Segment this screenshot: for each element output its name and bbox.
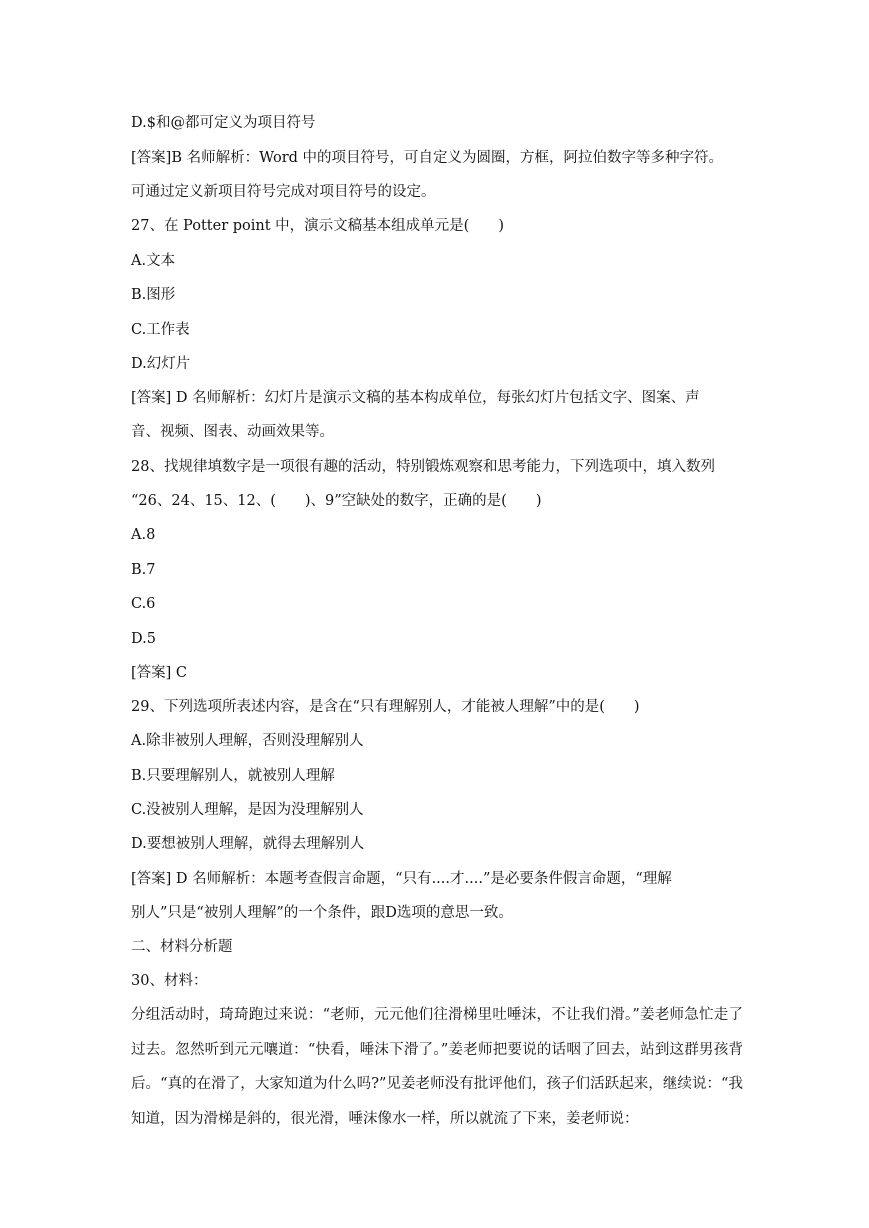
question-29: 29、下列选项所表述内容，是含在“只有理解别人，才能被人理解”中的是( ) bbox=[131, 699, 640, 715]
option-c-q29: C.没被别人理解，是因为没理解别人 bbox=[131, 802, 364, 818]
option-b-q28: B.7 bbox=[131, 562, 156, 578]
question-30-label: 30、材料： bbox=[131, 973, 208, 989]
option-a-q29: A.除非被别人理解，否则没理解别人 bbox=[131, 733, 364, 749]
question-27: 27、在 Potter point 中，演示文稿基本组成单元是( ) bbox=[131, 218, 504, 234]
option-d-q28: D.5 bbox=[131, 631, 156, 647]
option-b-q29: B.只要理解别人，就被别人理解 bbox=[131, 768, 335, 784]
answer-q26-line2: 可通过定义新项目符号完成对项目符号的设定。 bbox=[131, 184, 436, 200]
answer-q29-line1: [答案] D 名师解析：本题考查假言命题，“只有....才....”是必要条件假言命题，“理解 bbox=[131, 871, 672, 887]
answer-q28: [答案] C bbox=[131, 665, 188, 681]
question-28-line1: 28、找规律填数字是一项很有趣的活动，特别锻炼观察和思考能力，下列选项中，填入数列 bbox=[131, 459, 715, 475]
section-heading: 二、材料分析题 bbox=[131, 939, 233, 955]
option-d-q27: D.幻灯片 bbox=[131, 356, 191, 372]
option-b-q27: B.图形 bbox=[131, 287, 176, 303]
option-d-q26: D.$和@都可定义为项目符号 bbox=[131, 115, 316, 131]
answer-q29-line2: 别人”只是“被别人理解”的一个条件，跟D选项的意思一致。 bbox=[131, 905, 513, 921]
option-c-q27: C.工作表 bbox=[131, 322, 190, 338]
option-a-q28: A.8 bbox=[131, 527, 156, 543]
option-c-q28: C.6 bbox=[131, 596, 156, 612]
option-a-q27: A.文本 bbox=[131, 253, 176, 269]
answer-q27-line1: [答案] D 名师解析：幻灯片是演示文稿的基本构成单位，每张幻灯片包括文字、图案、声 bbox=[131, 390, 700, 406]
option-d-q29: D.要想被别人理解，就得去理解别人 bbox=[131, 836, 365, 852]
answer-q27-line2: 音、视频、图表、动画效果等。 bbox=[131, 424, 334, 440]
question-28-line2: “26、24、15、12、( )、9”空缺处的数字，正确的是( ) bbox=[131, 493, 542, 509]
answer-q26-line1: [答案]B 名师解析：Word 中的项目符号，可自定义为圆圈，方框，阿拉伯数字等多种字符。 bbox=[131, 150, 724, 166]
material-paragraph: 分组活动时，琦琦跑过来说：“老师，元元他们往滑梯里吐唾沫，不让我们滑。”姜老师急忙走了过去。忽然听到元元嚷道：“快看，唾沫下滑了。”姜老师把要说的话咽了回去，站到这群男孩背后。“真的在滑了，大家知道为什么吗?”见姜老师没有批评他们，孩子们活跃起来，继续说：“我知道，因为滑梯是斜的，很光滑，唾沫像水一样，所以就流了下来，姜老师说： bbox=[131, 1007, 743, 1127]
